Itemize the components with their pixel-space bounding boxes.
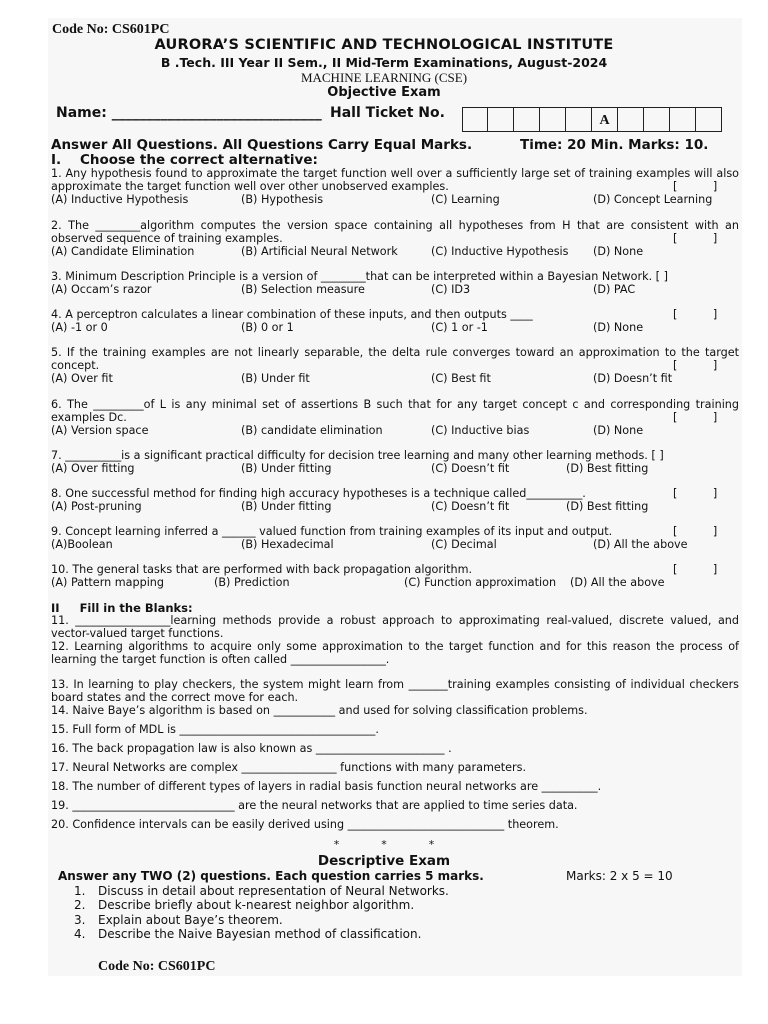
descriptive-question <box>74 884 449 898</box>
answer-bracket[interactable]: [ ] <box>673 179 718 193</box>
mcq-question <box>51 488 739 514</box>
hall-ticket-cell[interactable] <box>696 107 722 132</box>
option-d[interactable]: (D) Best fitting <box>566 461 649 475</box>
question-text: 10. The general tasks that are performed with back propagation algorithm. <box>51 563 473 576</box>
option-a[interactable]: (A) Candidate Elimination <box>51 244 195 258</box>
question-text: 2. The ________algorithm computes the version space containing all hypotheses from H that are consistent with an observed sequence of training examples. <box>51 219 739 245</box>
option-c[interactable]: (C) ID3 <box>431 282 471 296</box>
descriptive-marks: Marks: 2 x 5 = 10 <box>566 869 673 883</box>
hall-ticket-cell[interactable] <box>514 107 540 132</box>
options-row <box>51 246 739 259</box>
option-b[interactable]: (B) Prediction <box>214 575 290 589</box>
question-text: 6. The _________of L is any minimal set of assertions B such that for any target concept c and corresponding training examples Dc. <box>51 398 739 424</box>
name-field: Name: ______________________________ <box>56 105 322 121</box>
option-c[interactable]: (C) Learning <box>431 192 500 206</box>
mcq-question <box>51 347 739 386</box>
hall-ticket-cell[interactable] <box>566 107 592 132</box>
option-d[interactable]: (D) All the above <box>570 575 665 589</box>
option-d[interactable]: (D) All the above <box>593 537 688 551</box>
mcq-question <box>51 220 739 259</box>
fill-blank-item: 20. Confidence intervals can be easily derived using ____________________________ theorem. <box>51 818 559 831</box>
mcq-question <box>51 450 739 476</box>
answer-bracket[interactable]: [ ] <box>673 410 718 424</box>
option-c[interactable]: (C) Doesn’t fit <box>431 461 510 475</box>
question-text: Describe the Naive Bayesian method of classification. <box>98 926 422 941</box>
mcq-question <box>51 399 739 438</box>
question-text: 7. __________is a significant practical difficulty for decision tree learning and many other learning methods. [ ] <box>51 449 664 462</box>
option-a[interactable]: (A)Boolean <box>51 537 113 551</box>
answer-bracket[interactable]: [ ] <box>673 525 718 538</box>
options-row <box>51 463 739 476</box>
answer-bracket[interactable]: [ ] <box>673 308 718 321</box>
option-a[interactable]: (A) Pattern mapping <box>51 575 164 589</box>
option-b[interactable]: (B) Hexadecimal <box>241 537 334 551</box>
fill-blank-item: 18. The number of different types of layers in radial basis function neural networks are __________. <box>51 780 602 793</box>
fill-blank-item: 11. _________________learning methods provide a robust approach to approximating real-valued, discrete valued, and vector-valued target functions. <box>51 614 739 640</box>
options-row <box>51 194 739 207</box>
question-text: 5. If the training examples are not linearly separable, the delta rule converges toward an approximation to the target concept. <box>51 346 739 372</box>
option-b[interactable]: (B) Under fitting <box>241 499 332 513</box>
option-c[interactable]: (C) 1 or -1 <box>431 320 488 334</box>
option-d[interactable]: (D) Concept Learning <box>593 192 713 206</box>
section-two-heading: II Fill in the Blanks: <box>51 601 193 615</box>
fill-blank-item: 12. Learning algorithms to acquire only some approximation to the target function and for this reason the process of learning the target function is often called _________________. <box>51 640 739 666</box>
answer-bracket[interactable]: [ ] <box>673 231 718 245</box>
fill-blank-item: 19. _____________________________ are the neural networks that are applied to time series data. <box>51 799 578 812</box>
option-b[interactable]: (B) 0 or 1 <box>241 320 294 334</box>
hall-ticket-cell[interactable]: A <box>592 107 618 132</box>
hall-ticket-cell[interactable] <box>488 107 514 132</box>
time-marks: Time: 20 Min. Marks: 10. <box>520 137 709 153</box>
question-text: 3. Minimum Description Principle is a version of ________that can be interpreted within a Bayesian Network. [ ] <box>51 270 668 283</box>
option-c[interactable]: (C) Doesn’t fit <box>431 499 510 513</box>
option-d[interactable]: (D) None <box>593 320 644 334</box>
question-number: 2. <box>74 898 86 913</box>
question-text: 9. Concept learning inferred a ______ valued function from training examples of its input and output. <box>51 525 613 538</box>
option-d[interactable]: (D) Doesn’t fit <box>593 371 673 385</box>
section-one-heading: I. Choose the correct alternative: <box>51 152 318 168</box>
question-text: 1. Any hypothesis found to approximate the target function well over a sufficiently large set of training examples will also approximate the target function well over other unobserved examples. <box>51 167 739 193</box>
option-a[interactable]: (A) Over fitting <box>51 461 135 475</box>
mcq-question <box>51 168 739 207</box>
options-row <box>51 284 739 297</box>
descriptive-questions <box>74 884 449 941</box>
option-d[interactable]: (D) None <box>593 423 644 437</box>
mcq-question <box>51 564 739 590</box>
option-b[interactable]: (B) Selection measure <box>241 282 365 296</box>
fill-blank-item: 15. Full form of MDL is ___________________________________. <box>51 723 379 736</box>
fill-blank-item: 13. In learning to play checkers, the system might learn from _______training examples consisting of individual checkers board states and the correct move for each. <box>51 678 739 704</box>
fill-blank-item: 14. Naive Baye’s algorithm is based on ___________ and used for solving classification problems. <box>51 704 588 717</box>
option-a[interactable]: (A) Over fit <box>51 371 113 385</box>
fill-blank-item: 16. The back propagation law is also known as _______________________ . <box>51 742 452 755</box>
descriptive-question <box>74 913 449 927</box>
descriptive-question <box>74 927 449 941</box>
hall-ticket-label: Hall Ticket No. <box>330 105 445 121</box>
exam-title: B .Tech. III Year II Sem., II Mid-Term Examinations, August-2024 <box>160 55 608 70</box>
descriptive-instruction: Answer any TWO (2) questions. Each question carries 5 marks. <box>58 869 484 883</box>
option-c[interactable]: (C) Function approximation <box>404 575 557 589</box>
hall-ticket-cell[interactable] <box>644 107 670 132</box>
hall-ticket-cell[interactable] <box>670 107 696 132</box>
question-number: 4. <box>74 926 86 941</box>
option-a[interactable]: (A) Inductive Hypothesis <box>51 192 189 206</box>
option-d[interactable]: (D) PAC <box>593 282 636 296</box>
options-row <box>51 577 739 590</box>
hall-ticket-cell[interactable] <box>540 107 566 132</box>
separator-stars: * * * <box>333 838 435 851</box>
descriptive-question <box>74 898 449 912</box>
option-a[interactable]: (A) Version space <box>51 423 149 437</box>
option-b[interactable]: (B) Artificial Neural Network <box>241 244 398 258</box>
institute-name: AURORA’S SCIENTIFIC AND TECHNOLOGICAL INSTITUTE <box>154 37 614 53</box>
code-number: Code No: CS601PC <box>52 22 170 37</box>
option-b[interactable]: (B) candidate elimination <box>241 423 383 437</box>
option-b[interactable]: (B) Under fit <box>241 371 310 385</box>
question-text: Describe briefly about k-nearest neighbor algorithm. <box>98 898 415 913</box>
mcq-question <box>51 309 739 335</box>
options-row <box>51 501 739 514</box>
option-d[interactable]: (D) Best fitting <box>566 499 649 513</box>
answer-all-instruction: Answer All Questions. All Questions Carry Equal Marks. <box>51 137 473 153</box>
option-c[interactable]: (C) Inductive bias <box>431 423 530 437</box>
option-b[interactable]: (B) Hypothesis <box>241 192 324 206</box>
descriptive-title: Descriptive Exam <box>317 853 451 869</box>
question-text: Discuss in detail about representation of Neural Networks. <box>98 884 449 898</box>
question-text: 4. A perceptron calculates a linear combination of these inputs, and then outputs ____ <box>51 308 533 321</box>
option-a[interactable]: (A) Occam’s razor <box>51 282 152 296</box>
option-c[interactable]: (C) Decimal <box>431 537 497 551</box>
hall-ticket-boxes <box>462 107 722 133</box>
options-row <box>51 539 739 552</box>
option-a[interactable]: (A) -1 or 0 <box>51 320 108 334</box>
option-c[interactable]: (C) Best fit <box>431 371 491 385</box>
question-text: Explain about Baye’s theorem. <box>98 912 283 927</box>
objective-title: Objective Exam <box>327 85 441 100</box>
mcq-question <box>51 271 739 297</box>
hall-ticket-cell[interactable] <box>462 107 488 132</box>
hall-ticket-cell[interactable] <box>618 107 644 132</box>
option-c[interactable]: (C) Inductive Hypothesis <box>431 244 569 258</box>
option-a[interactable]: (A) Post-pruning <box>51 499 142 513</box>
option-b[interactable]: (B) Under fitting <box>241 461 332 475</box>
options-row <box>51 373 739 386</box>
question-number: 3. <box>74 912 86 927</box>
question-number: 1. <box>74 884 86 898</box>
options-row <box>51 322 739 335</box>
mcq-question <box>51 526 739 552</box>
footer-code-number: Code No: CS601PC <box>98 959 216 974</box>
subject-title: MACHINE LEARNING (CSE) <box>300 70 468 85</box>
fill-blank-item: 17. Neural Networks are complex _________________ functions with many parameters. <box>51 761 527 774</box>
option-d[interactable]: (D) None <box>593 244 644 258</box>
answer-bracket[interactable]: [ ] <box>673 563 718 576</box>
question-text: 8. One successful method for finding high accuracy hypotheses is a technique called__________. <box>51 487 586 500</box>
options-row <box>51 425 739 438</box>
answer-bracket[interactable]: [ ] <box>673 487 718 500</box>
answer-bracket[interactable]: [ ] <box>673 358 718 372</box>
